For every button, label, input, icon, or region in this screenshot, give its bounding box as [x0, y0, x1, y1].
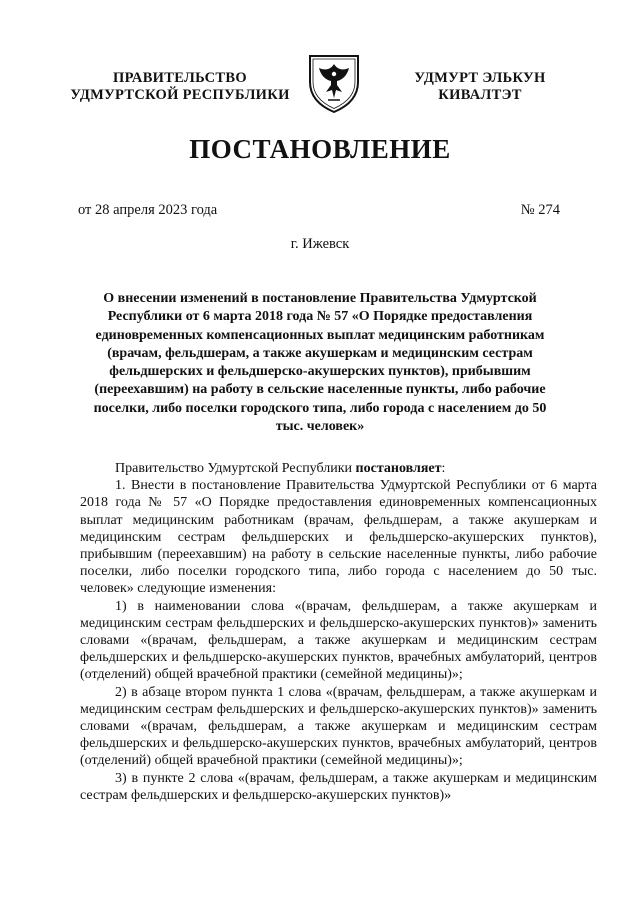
paragraph-1-item-2: 2) в абзаце втором пункта 1 слова «(врачам, фельдшерам, а также акушеркам и медицинским сестрам фельдшерских и фельдшерско-акушерских пунктов)» заменить словами «(врачам, фельдшерам, а также акушеркам и медицинским сестрам фельдшерских и фельдшерско-акушерских пунктов, врачебных амбулаторий, центров (отделений) общей врачебной практики (семейной медицины)»; [80, 684, 597, 769]
issuer-name-udmurt [390, 70, 570, 104]
issuer-ud-line1: УДМУРТ ЭЛЬКУН [414, 70, 546, 86]
coat-of-arms-icon [304, 52, 364, 114]
paragraph-1-item-3: 3) в пункте 2 слова «(врачам, фельдшерам, а также акушеркам и медицинским сестрам фельдшерских и фельдшерско-акушерских пунктов)» [80, 770, 597, 803]
paragraph-1: 1. Внести в постановление Правительства Удмуртской Республики от 6 марта 2018 года № 57 «О Порядке предоставления единовременных компенсационных выплат медицинским работникам (врачам, фельдшерам, а также акушеркам и медицинским сестрам фельдшерских и фельдшерско-акушерских пунктов), прибывшим (переехавшим) на работу в сельские населенные пункты, либо рабочие поселки, либо поселки городского типа, либо города с населением до 50 тыс. человек» следующие изменения: [80, 478, 597, 597]
issuer-name-russian [60, 70, 300, 104]
issuer-ud-line2: КИВАЛТЭТ [438, 87, 522, 103]
intro-text: Правительство Удмуртской Республики [115, 461, 356, 476]
document-date: от 28 апреля 2023 года [78, 202, 218, 218]
intro-verb: постановляет [355, 461, 442, 476]
intro-tail: : [441, 461, 446, 476]
document-title: ПОСТАНОВЛЕНИЕ [189, 134, 451, 164]
paragraph-1-item-1: 1) в наименовании слова «(врачам, фельдшерам, а также акушеркам и медицинским сестрам фельдшерских и фельдшерско-акушерских пунктов)» заменить словами «(врачам, фельдшерам, а также акушеркам и медицинским сестрам фельдшерских и фельдшерско-акушерских пунктов, врачебных амбулаторий, центров (отделений) общей врачебной практики (семейной медицины)»; [80, 598, 597, 683]
document-number: № 274 [520, 202, 560, 218]
intro-paragraph [80, 460, 597, 477]
document-body [80, 460, 597, 804]
issuer-ru-line1: ПРАВИТЕЛЬСТВО [113, 70, 247, 86]
document-subject: О внесении изменений в постановление Правительства Удмуртской Республики от 6 марта 2018 года № 57 «О Порядке предоставления единовременных компенсационных выплат медицинским работникам (врачам, фельдшерам, а также акушеркам и медицинским сестрам фельдшерских и фельдшерско-акушерских пунктов), прибывшим (переехавшим) на работу в сельские населенные пункты, либо рабочие поселки, либо поселки городского типа, либо города с населением до 50 тыс. человек» [93, 291, 547, 435]
document-city: г. Ижевск [290, 236, 350, 252]
issuer-ru-line2: УДМУРТСКОЙ РЕСПУБЛИКИ [70, 87, 290, 103]
